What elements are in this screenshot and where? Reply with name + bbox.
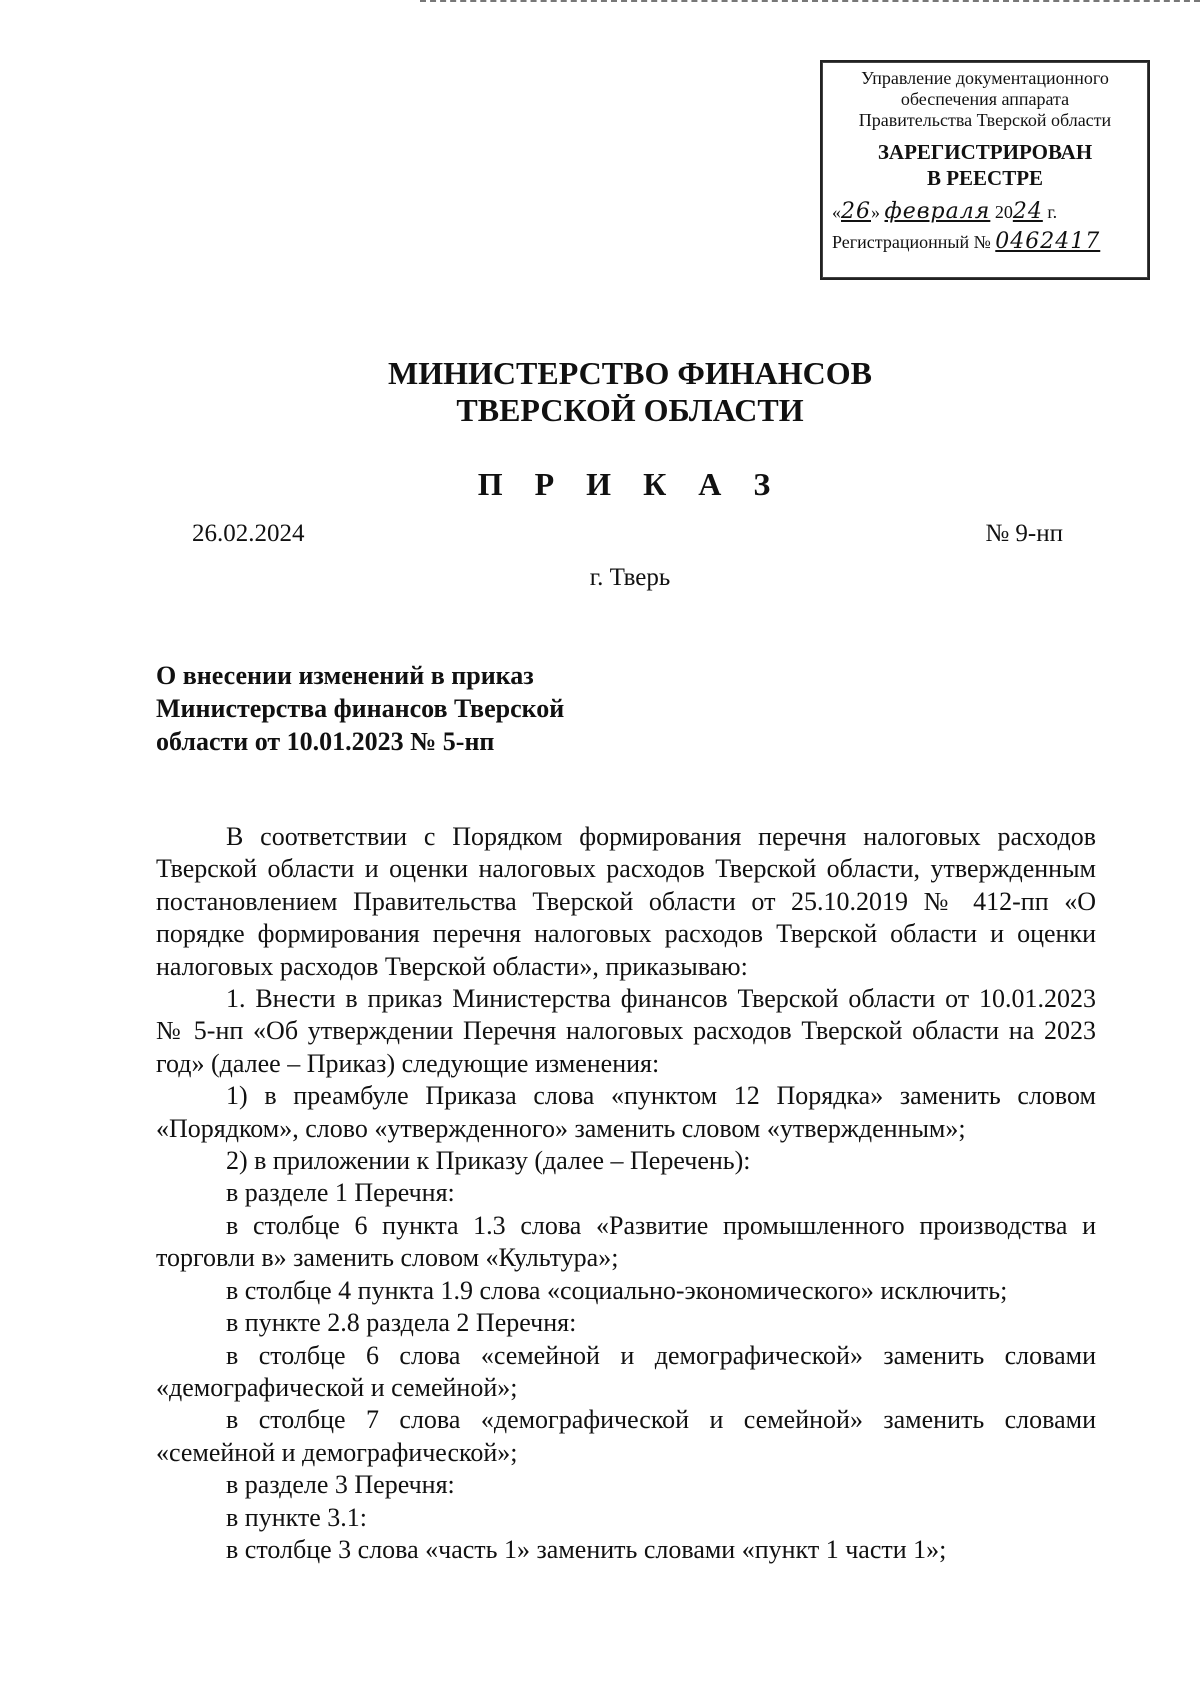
body-paragraph-10: в столбце 7 слова «демографической и семейной» заменить словами «семейной и демографической»; xyxy=(156,1405,1096,1467)
document-city: г. Тверь xyxy=(589,564,671,591)
document-subject xyxy=(156,659,676,758)
document-date: 26.02.2024 xyxy=(192,520,305,547)
body-paragraph-8: в пункте 2.8 раздела 2 Перечня: xyxy=(226,1308,577,1338)
body-paragraph-7: в столбце 4 пункта 1.9 слова «социально-экономического» исключить; xyxy=(226,1275,1008,1305)
stamp-date-year-suffix: 24 xyxy=(1012,199,1043,224)
body-paragraph-4: 2) в приложении к Приказу (далее – Перечень): xyxy=(226,1146,751,1176)
stamp-date-close-quote: » xyxy=(871,202,880,222)
stamp-date-suffix: г. xyxy=(1047,202,1058,222)
registration-stamp xyxy=(820,60,1150,280)
page-top-edge xyxy=(420,0,1200,4)
body-paragraph-11: в разделе 3 Перечня: xyxy=(226,1470,455,1500)
stamp-registered-line-2: В РЕЕСТРЕ xyxy=(926,166,1044,190)
stamp-line-2: обеспечения аппарата xyxy=(900,89,1070,109)
subject-line-3: области от 10.01.2023 № 5-нп xyxy=(156,727,495,756)
subject-line-2: Министерства финансов Тверской xyxy=(156,694,565,723)
subject-line-1: О внесении изменений в приказ xyxy=(156,661,534,690)
stamp-date-month: февраля xyxy=(884,199,991,224)
body-paragraph-3: 1) в преамбуле Приказа слова «пунктом 12 Порядка» заменить словом «Порядком», слово «утвержденного» заменить словом «утвержденным»; xyxy=(156,1081,1096,1143)
stamp-reg-label: Регистрационный № xyxy=(832,232,991,252)
stamp-registered-line-1: ЗАРЕГИСТРИРОВАН xyxy=(877,140,1093,164)
stamp-registered xyxy=(822,139,1148,191)
body-paragraph-5: в разделе 1 Перечня: xyxy=(226,1178,455,1208)
ministry-title-line-1: МИНИСТЕРСТВО ФИНАНСОВ xyxy=(388,355,872,391)
body-paragraph-12: в пункте 3.1: xyxy=(226,1502,368,1532)
body-paragraph-9: в столбце 6 слова «семейной и демографической» заменить словами «демографической и семейной»; xyxy=(156,1340,1096,1402)
body-paragraph-13: в столбце 3 слова «часть 1» заменить словами «пункт 1 части 1»; xyxy=(226,1534,947,1564)
ministry-title xyxy=(0,355,1200,429)
stamp-date-day: 26 xyxy=(841,199,871,224)
stamp-date-row xyxy=(822,201,1148,223)
ministry-title-line-2: ТВЕРСКОЙ ОБЛАСТИ xyxy=(456,392,804,428)
stamp-line-1: Управление документационного xyxy=(861,68,1109,88)
document-body xyxy=(156,821,1096,1566)
stamp-date-year-prefix: 20 xyxy=(994,202,1013,222)
document-number: № 9-нп xyxy=(985,520,1063,547)
body-paragraph-1: В соответствии с Порядком формирования перечня налоговых расходов Тверской области и оценки налоговых расходов Тверской области, утвержденным постановлением Правительства Тверской области от 25.10.2019 № 412-пп «О порядке формирования перечня налоговых расходов Тверской области и оценки налоговых расходов Тверской области», приказываю: xyxy=(156,822,1096,981)
stamp-date-open-quote: « xyxy=(832,202,841,222)
document-type: П Р И К А З xyxy=(477,466,783,502)
body-paragraph-2: 1. Внести в приказ Министерства финансов Тверской области от 10.01.2023 № 5-нп «Об утверждении Перечня налоговых расходов Тверской области на 2023 год» (далее – Приказ) следующие изменения: xyxy=(156,984,1096,1078)
body-paragraph-6: в столбце 6 пункта 1.3 слова «Развитие промышленного производства и торговли в» заменить словом «Культура»; xyxy=(156,1210,1096,1273)
stamp-reg-number: 0462417 xyxy=(995,229,1101,254)
stamp-line-3: Правительства Тверской области xyxy=(858,110,1112,130)
stamp-number-row xyxy=(822,231,1148,253)
